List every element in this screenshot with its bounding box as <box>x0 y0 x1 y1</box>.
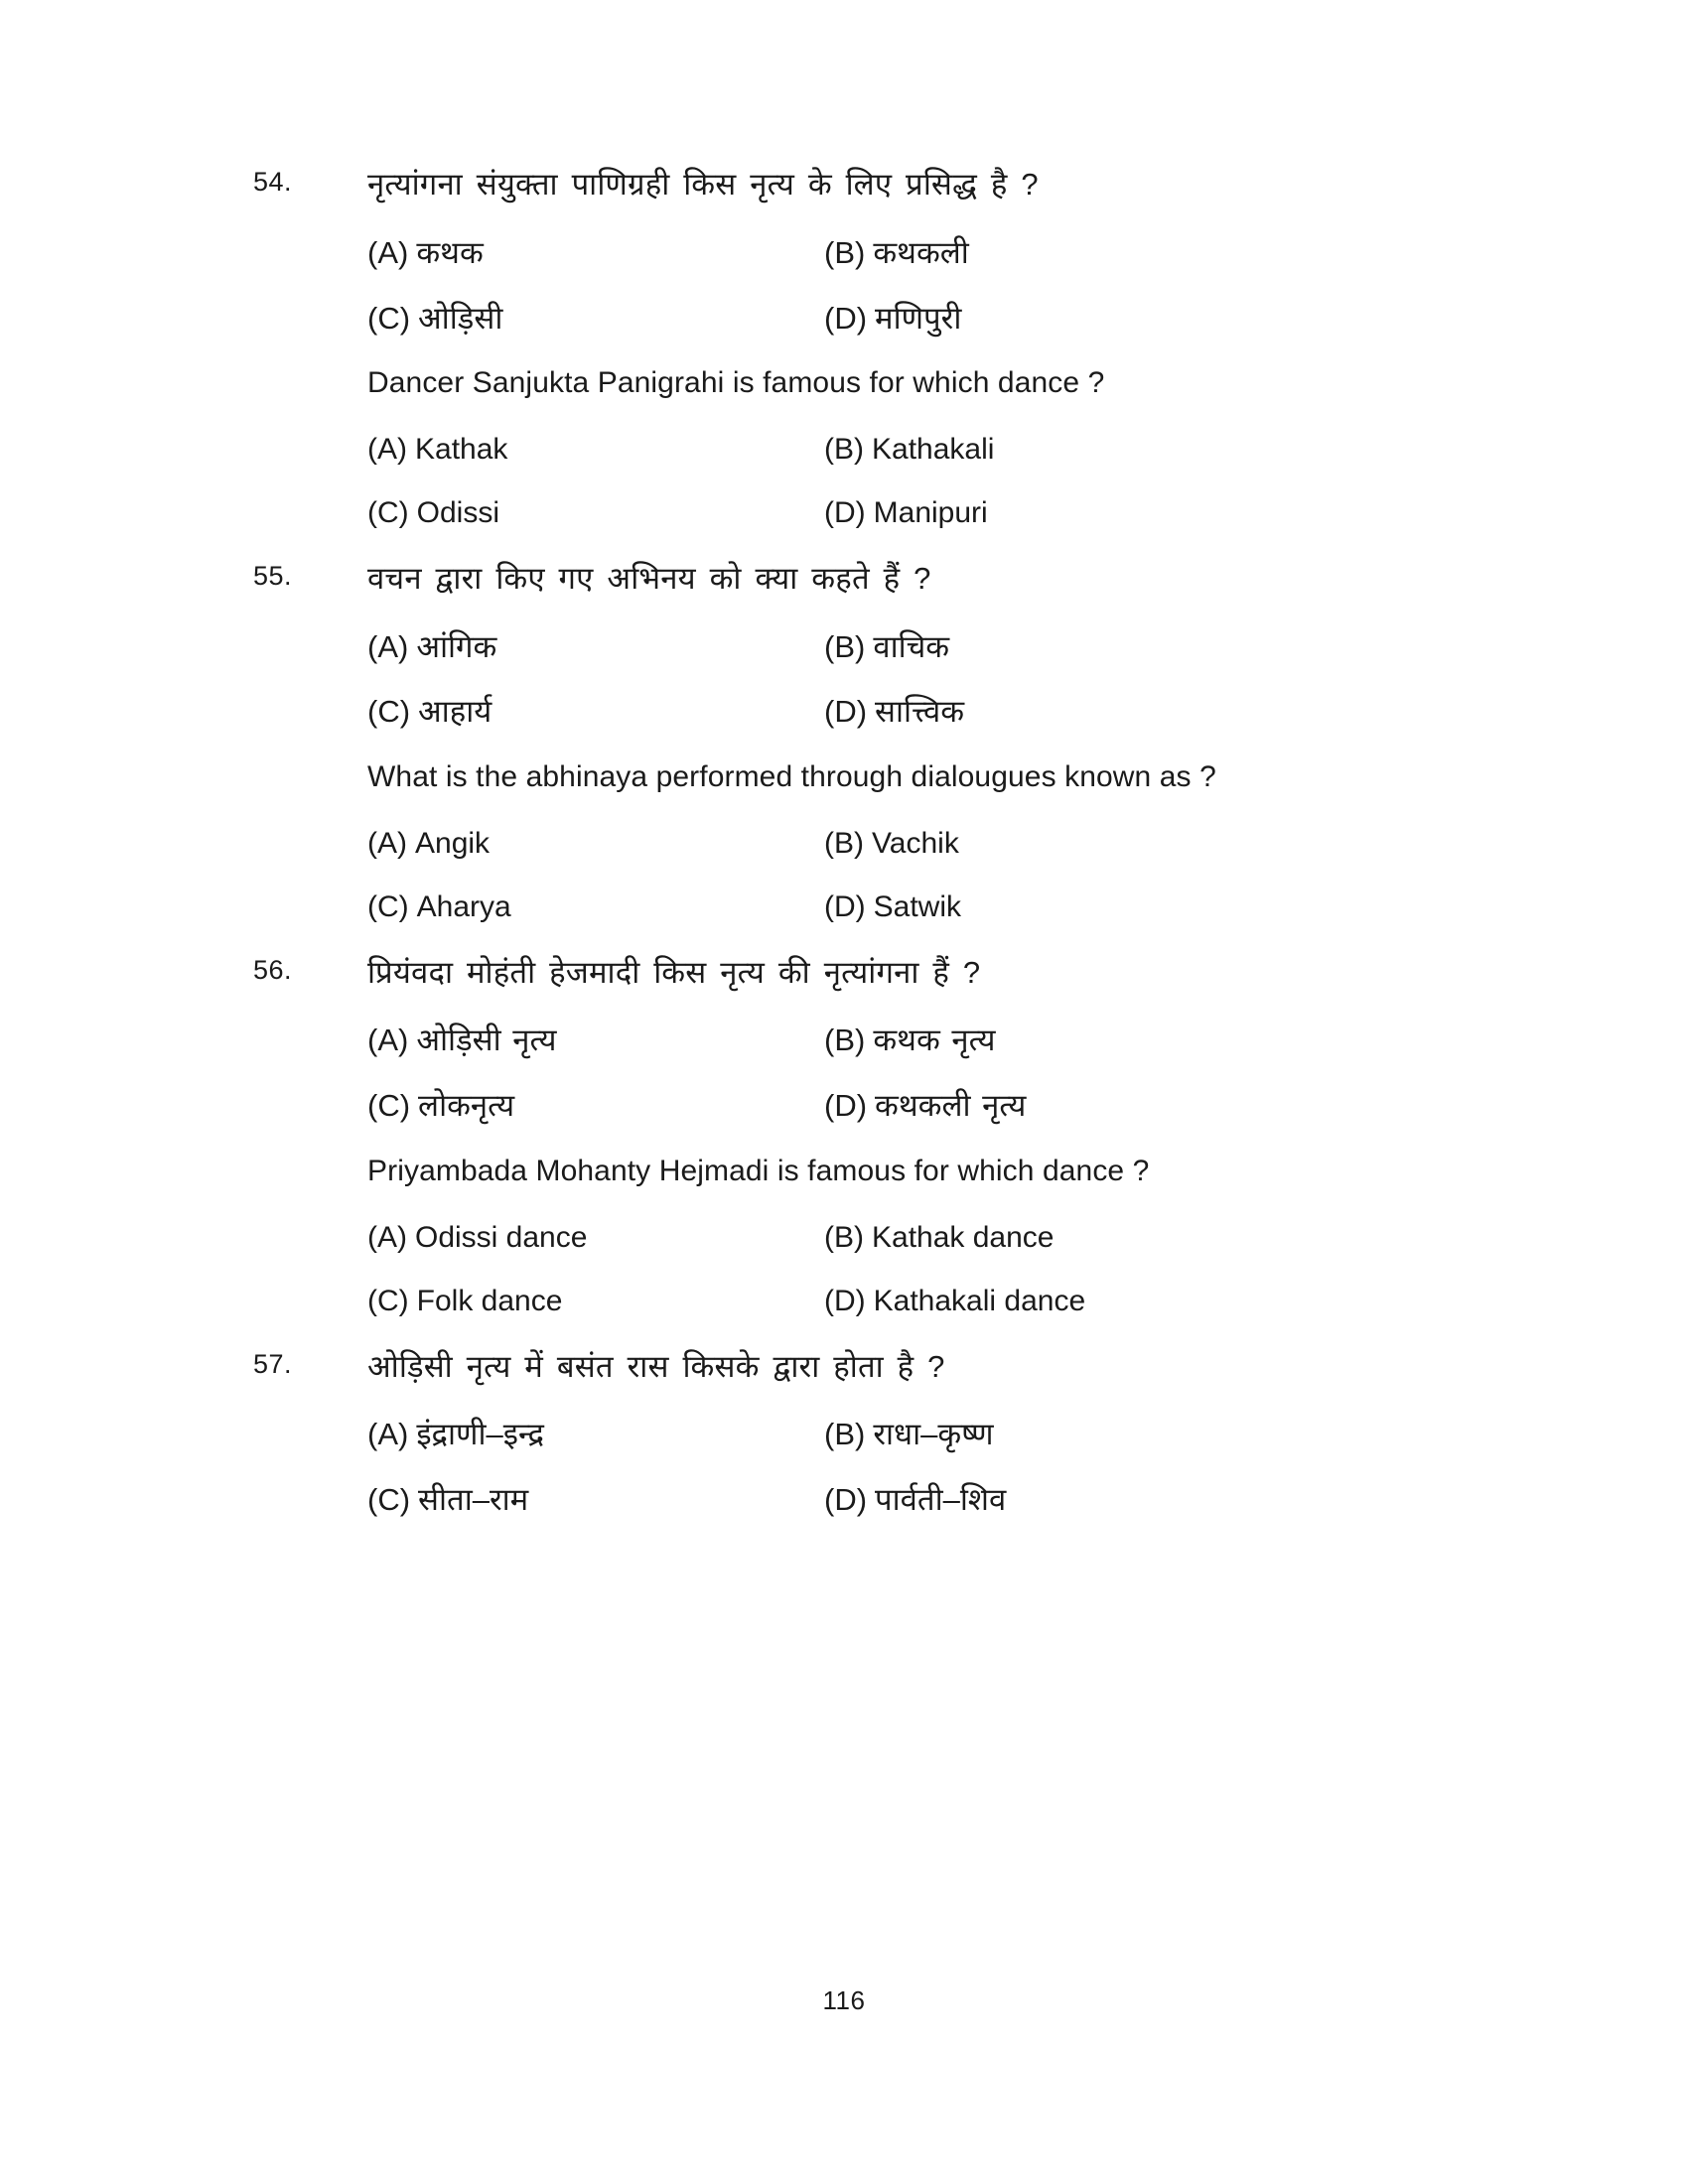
option-55-english-b[interactable] <box>824 824 1281 865</box>
option-row <box>367 232 1475 274</box>
option-row <box>367 1020 1475 1061</box>
option-54-hindi-d[interactable] <box>824 298 1281 340</box>
option-55-hindi-b[interactable] <box>824 626 1281 668</box>
option-55-hindi-c[interactable] <box>367 691 824 733</box>
option-value: Odissi dance <box>415 1220 588 1254</box>
option-value: आहार्य <box>418 694 492 730</box>
option-value: Kathakali dance <box>873 1285 1086 1318</box>
option-56-english-a[interactable] <box>367 1218 824 1259</box>
option-value: कथक <box>416 234 484 270</box>
question-55 <box>253 558 1475 928</box>
question-55-hindi-options <box>367 626 1475 734</box>
option-label: (A) <box>367 432 407 466</box>
question-54 <box>253 164 1475 534</box>
option-label: (C) <box>367 496 409 530</box>
question-56-english-row <box>253 1151 1475 1191</box>
option-row <box>367 1218 1475 1259</box>
option-value: राधा–कृष्ण <box>873 1417 994 1452</box>
option-label: (B) <box>824 1417 866 1452</box>
option-54-hindi-c[interactable] <box>367 298 824 340</box>
option-row <box>367 430 1475 471</box>
question-54-hindi-row <box>253 164 1475 206</box>
option-55-english-c[interactable] <box>367 887 824 928</box>
option-label: (D) <box>824 300 868 336</box>
option-55-hindi-d[interactable] <box>824 691 1281 733</box>
option-label: (A) <box>367 1220 407 1254</box>
question-57-hindi-text: ओड़िसी नृत्य में बसंत रास किसके द्वारा होता है ? <box>367 1348 945 1384</box>
option-value: वाचिक <box>873 628 950 664</box>
question-55-hindi-row <box>253 558 1475 601</box>
option-label: (D) <box>824 694 868 730</box>
question-56-number: 56. <box>253 954 293 985</box>
page-number: 116 <box>822 1985 866 2015</box>
question-54-number: 54. <box>253 167 293 197</box>
option-value: इंद्राणी–इन्द्र <box>416 1417 544 1452</box>
question-56-hindi-text: प्रियंवदा मोहंती हेजमादी किस नृत्य की नृत्यांगना हैं ? <box>367 954 981 990</box>
question-56-english-options <box>367 1218 1475 1322</box>
option-row <box>367 493 1475 534</box>
option-label: (D) <box>824 890 866 924</box>
option-value: ओड़िसी <box>418 300 503 336</box>
question-56-hindi-options <box>367 1020 1475 1127</box>
option-value: ओड़िसी नृत्य <box>416 1023 557 1058</box>
option-56-hindi-a[interactable] <box>367 1020 824 1061</box>
option-value: Vachik <box>872 826 959 860</box>
option-label: (A) <box>367 826 407 860</box>
question-55-hindi-text: वचन द्वारा किए गए अभिनय को क्या कहते हैं ? <box>367 560 931 596</box>
question-55-english-text: What is the abhinaya performed through dialougues known as ? <box>367 760 1216 794</box>
option-value: लोकनृत्य <box>418 1088 515 1124</box>
option-label: (D) <box>824 1088 868 1124</box>
option-56-hindi-d[interactable] <box>824 1085 1281 1127</box>
option-label: (B) <box>824 826 864 860</box>
question-54-english-text: Dancer Sanjukta Panigrahi is famous for which dance ? <box>367 366 1105 400</box>
option-label: (C) <box>367 300 411 336</box>
option-value: Manipuri <box>873 496 988 530</box>
option-57-hindi-a[interactable] <box>367 1414 824 1455</box>
option-row <box>367 626 1475 668</box>
option-56-english-c[interactable] <box>367 1282 824 1322</box>
option-value: कथकली <box>873 234 969 270</box>
question-55-number: 55. <box>253 560 293 591</box>
option-54-hindi-b[interactable] <box>824 232 1281 274</box>
option-row <box>367 1085 1475 1127</box>
option-54-english-c[interactable] <box>367 493 824 534</box>
option-57-hindi-c[interactable] <box>367 1479 824 1521</box>
option-55-english-d[interactable] <box>824 887 1281 928</box>
option-value: कथक नृत्य <box>873 1023 996 1058</box>
option-label: (B) <box>824 432 864 466</box>
option-value: आंगिक <box>416 628 497 664</box>
option-56-hindi-b[interactable] <box>824 1020 1281 1061</box>
option-label: (A) <box>367 1417 409 1452</box>
option-55-english-a[interactable] <box>367 824 824 865</box>
option-value: सीता–राम <box>418 1482 529 1518</box>
option-55-hindi-a[interactable] <box>367 626 824 668</box>
option-row <box>367 824 1475 865</box>
question-57-number: 57. <box>253 1348 293 1379</box>
option-value: सात्त्विक <box>875 694 965 730</box>
option-value: कथकली नृत्य <box>875 1088 1027 1124</box>
option-value: Folk dance <box>416 1285 563 1318</box>
option-54-hindi-a[interactable] <box>367 232 824 274</box>
question-55-english-row <box>253 756 1475 797</box>
option-row <box>367 691 1475 733</box>
question-57 <box>253 1346 1475 1521</box>
option-label: (D) <box>824 1482 868 1518</box>
option-value: Odissi <box>416 496 500 530</box>
question-54-english-options <box>367 430 1475 534</box>
question-56-hindi-row <box>253 952 1475 995</box>
option-label: (C) <box>367 1482 411 1518</box>
option-57-hindi-d[interactable] <box>824 1479 1281 1521</box>
option-label: (D) <box>824 496 866 530</box>
option-value: Aharya <box>416 890 511 924</box>
option-label: (C) <box>367 890 409 924</box>
question-54-hindi-text: नृत्यांगना संयुक्ता पाणिग्रही किस नृत्य के लिए प्रसिद्ध है ? <box>367 167 1039 202</box>
question-55-english-options <box>367 824 1475 928</box>
option-value: पार्वती–शिव <box>875 1482 1007 1518</box>
question-56 <box>253 952 1475 1322</box>
question-54-hindi-options <box>367 232 1475 340</box>
option-row <box>367 298 1475 340</box>
option-value: Angik <box>415 826 491 860</box>
option-label: (B) <box>824 1220 864 1254</box>
option-label: (B) <box>824 628 866 664</box>
option-56-english-d[interactable] <box>824 1282 1281 1322</box>
question-56-english-text: Priyambada Mohanty Hejmadi is famous for which dance ? <box>367 1155 1150 1188</box>
option-value: Satwik <box>873 890 962 924</box>
question-57-hindi-options <box>367 1414 1475 1521</box>
option-row <box>367 1414 1475 1455</box>
option-row <box>367 887 1475 928</box>
option-label: (A) <box>367 628 409 664</box>
option-row <box>367 1479 1475 1521</box>
option-value: मणिपुरी <box>875 300 962 336</box>
question-57-hindi-row <box>253 1346 1475 1389</box>
question-list <box>253 164 1475 1545</box>
option-label: (B) <box>824 1023 866 1058</box>
option-56-english-b[interactable] <box>824 1218 1281 1259</box>
option-value: Kathak <box>415 432 508 466</box>
option-value: Kathakali <box>872 432 995 466</box>
option-label: (C) <box>367 1088 411 1124</box>
option-label: (A) <box>367 1023 409 1058</box>
option-label: (B) <box>824 234 866 270</box>
option-label: (C) <box>367 1285 409 1318</box>
option-56-hindi-c[interactable] <box>367 1085 824 1127</box>
question-54-english-row <box>253 362 1475 403</box>
option-54-english-b[interactable] <box>824 430 1281 471</box>
option-57-hindi-b[interactable] <box>824 1414 1281 1455</box>
option-label: (D) <box>824 1285 866 1318</box>
option-row <box>367 1282 1475 1322</box>
option-label: (A) <box>367 234 409 270</box>
option-value: Kathak dance <box>872 1220 1055 1254</box>
option-54-english-d[interactable] <box>824 493 1281 534</box>
option-54-english-a[interactable] <box>367 430 824 471</box>
option-label: (C) <box>367 694 411 730</box>
